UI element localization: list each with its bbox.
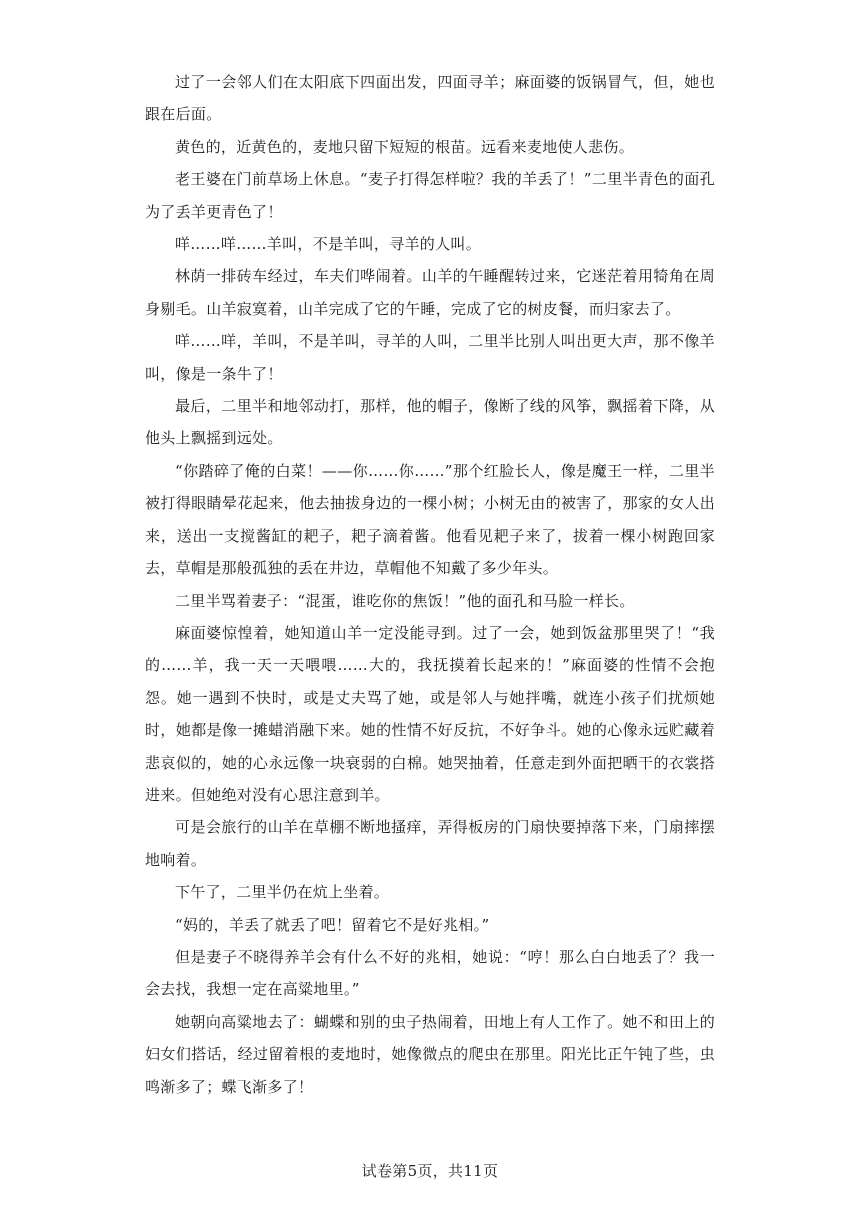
paragraph-12: 下午了，二里半仍在炕上坐着。 [175,883,390,902]
page-footer: 试卷第5页，共11页 [361,1162,499,1180]
paragraph-13: “妈的，羊丢了就丢了吧！留着它不是好兆相。” [175,915,490,934]
paragraph-8: “你踏碎了俺的白菜！——你……你……”那个红脸长人，像是魔王一样，二里半被打得眼睛晕花起来，他去抽拔身边的一棵小树；小树无由的被害了，那家的女人出来，送出一支搅酱缸的耙子，耙子滴着酱。他看见耙子来了，拔着一棵小树跑回家去，草帽是那般孤独的丢在井边，草帽他不知戴了多少年头。 [145,461,715,578]
paragraph-15: 她朝向高粱地去了：蝴蝶和别的虫子热闹着，田地上有人工作了。她不和田上的妇女们搭话，经过留着根的麦地时，她像微点的爬虫在那里。阳光比正午钝了些，虫鸣渐多了；蝶飞渐多了！ [145,1012,715,1096]
paragraph-2: 黄色的，近黄色的，麦地只留下短短的根苗。远看来麦地使人悲伤。 [175,137,635,156]
paragraph-7: 最后，二里半和地邻动打，那样，他的帽子，像断了线的风筝，飘摇着下降，从他头上飘摇到远处。 [145,397,715,448]
paragraph-1: 过了一会邻人们在太阳底下四面出发，四面寻羊；麻面婆的饭锅冒气，但，她也跟在后面。 [145,73,715,124]
paragraph-5: 林荫一排砖车经过，车夫们哗闹着。山羊的午睡醒转过来，它迷茫着用犄角在周身剔毛。山羊寂寞着，山羊完成了它的午睡，完成了它的树皮餐，而归家去了。 [145,267,715,318]
paragraph-9: 二里半骂着妻子：“混蛋，谁吃你的焦饭！”他的面孔和马脸一样长。 [175,591,635,610]
paragraph-3: 老王婆在门前草场上休息。“麦子打得怎样啦？我的羊丢了！”二里半青色的面孔为了丢羊更青色了！ [145,170,715,221]
paragraph-14: 但是妻子不晓得养羊会有什么不好的兆相，她说：“哼！那么白白地丢了？我一会去找，我想一定在高粱地里。” [145,947,715,999]
paragraph-4: 咩……咩……羊叫，不是羊叫，寻羊的人叫。 [175,235,482,254]
paragraph-6: 咩……咩，羊叫，不是羊叫，寻羊的人叫，二里半比别人叫出更大声，那不像羊叫，像是一条牛了！ [145,332,715,383]
document-body [145,66,715,1103]
paragraph-11: 可是会旅行的山羊在草棚不断地搔痒，弄得板房的门扇快要掉落下来，门扇摔摆地响着。 [145,818,715,869]
paragraph-10: 麻面婆惊惶着，她知道山羊一定没能寻到。过了一会，她到饭盆那里哭了！“我的……羊，我一天一天喂喂……大的，我抚摸着长起来的！”麻面婆的性情不会抱怨。她一遇到不快时，或是丈夫骂了她，或是邻人与她拌嘴，就连小孩子们扰烦她时，她都是像一摊蜡消融下来。她的性情不好反抗，不好争斗。她的心像永远贮藏着悲哀似的，她的心永远像一块衰弱的白棉。她哭抽着，任意走到外面把晒干的衣裳搭进来。但她绝对没有心思注意到羊。 [145,623,715,804]
